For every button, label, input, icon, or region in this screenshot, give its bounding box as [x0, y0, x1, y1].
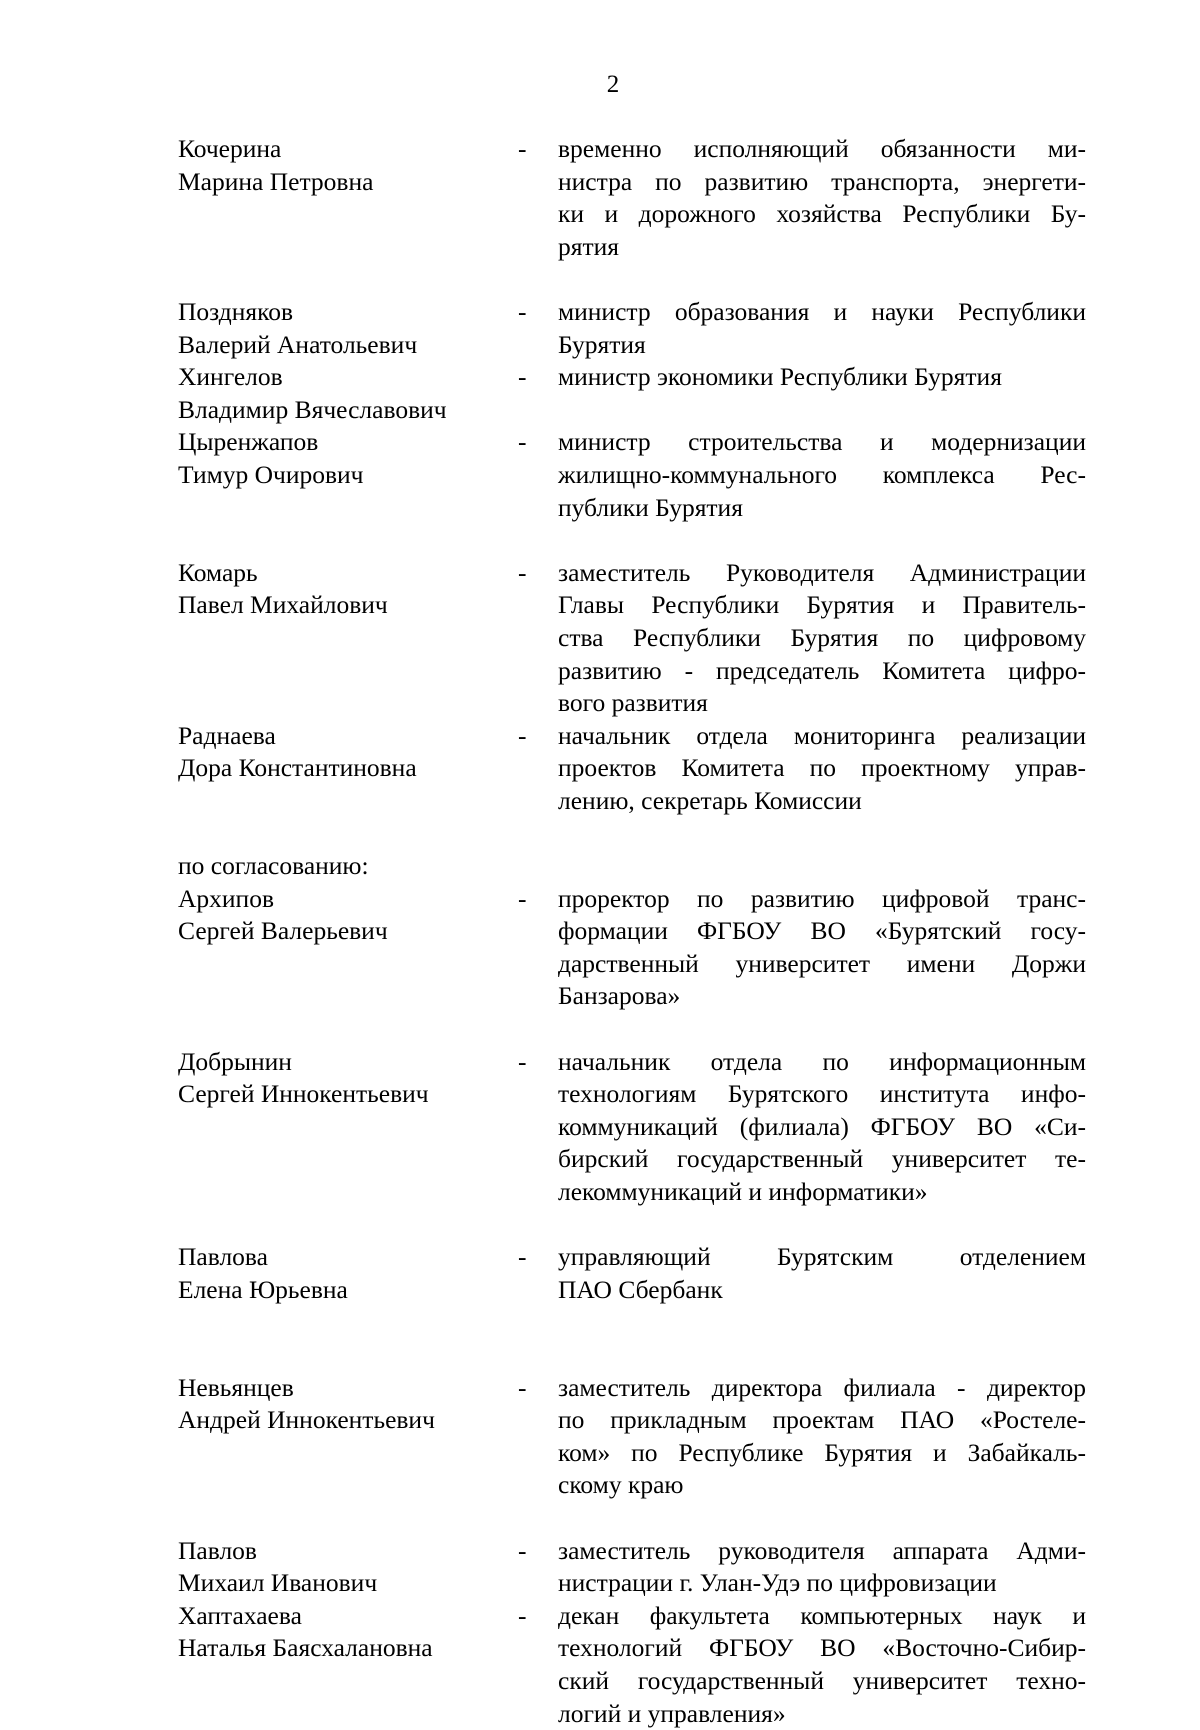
- member-entry: [178, 1535, 1086, 1600]
- member-entry: [178, 1600, 1086, 1730]
- member-role: [558, 1241, 1086, 1306]
- member-role: [558, 1535, 1086, 1600]
- member-role-line: проектов Комитета по проектному управ-: [558, 752, 1086, 785]
- member-role-line: проректор по развитию цифровой транс-: [558, 883, 1086, 916]
- member-role-line: временно исполняющий обязанности ми-: [558, 133, 1086, 166]
- member-surname: Невьянцев: [178, 1372, 518, 1405]
- member-role-line: публики Бурятия: [558, 492, 1086, 525]
- member-given-names: Владимир Вячеславович: [178, 394, 518, 427]
- member-entry: [178, 1372, 1086, 1502]
- member-role: [558, 720, 1086, 818]
- member-surname: Раднаева: [178, 720, 518, 753]
- member-role-line: коммуникаций (филиала) ФГБОУ ВО «Си-: [558, 1111, 1086, 1144]
- member-dash: -: [518, 720, 558, 818]
- page-number: 2: [0, 70, 1200, 100]
- entry-spacer: [178, 524, 1086, 557]
- member-dash: -: [518, 296, 558, 361]
- member-dash: -: [518, 1046, 558, 1209]
- member-surname: Хингелов: [178, 361, 518, 394]
- member-role-line: министр образования и науки Республики: [558, 296, 1086, 329]
- member-role-line: нистра по развитию транспорта, энергети-: [558, 166, 1086, 199]
- member-entry: [178, 883, 1086, 1013]
- member-role-line: нистрации г. Улан-Удэ по цифровизации: [558, 1567, 1086, 1600]
- member-role-line: рятия: [558, 231, 1086, 264]
- member-entry: [178, 1046, 1086, 1209]
- member-dash: -: [518, 883, 558, 1013]
- member-role-line: Главы Республики Бурятия и Правитель-: [558, 589, 1086, 622]
- member-entry: [178, 296, 1086, 361]
- member-surname: Кочерина: [178, 133, 518, 166]
- member-role: [558, 883, 1086, 1013]
- member-surname: Цыренжапов: [178, 426, 518, 459]
- member-role-line: технологий ФГБОУ ВО «Восточно-Сибир-: [558, 1632, 1086, 1665]
- member-name: [178, 557, 518, 720]
- member-role: [558, 426, 1086, 524]
- member-entry: [178, 426, 1086, 524]
- member-role-line: Бурятия: [558, 329, 1086, 362]
- member-role: [558, 557, 1086, 720]
- member-given-names: Андрей Иннокентьевич: [178, 1404, 518, 1437]
- member-name: [178, 883, 518, 1013]
- member-role-line: жилищно-коммунального комплекса Рес-: [558, 459, 1086, 492]
- member-given-names: Дора Константиновна: [178, 752, 518, 785]
- member-dash: -: [518, 1241, 558, 1306]
- member-surname: Добрынин: [178, 1046, 518, 1079]
- member-name: [178, 1535, 518, 1600]
- member-surname: Павлова: [178, 1241, 518, 1274]
- members-list: [178, 133, 1086, 850]
- member-dash: -: [518, 133, 558, 263]
- member-given-names: Наталья Баясхалановна: [178, 1632, 518, 1665]
- member-role-line: бирский государственный университет те-: [558, 1143, 1086, 1176]
- member-role-line: начальник отдела мониторинга реализации: [558, 720, 1086, 753]
- member-name: [178, 1046, 518, 1209]
- member-role-line: ком» по Республике Бурятия и Забайкаль-: [558, 1437, 1086, 1470]
- member-dash: -: [518, 426, 558, 524]
- member-entry: [178, 361, 1086, 426]
- entry-spacer: [178, 817, 1086, 850]
- member-role-line: ПАО Сбербанк: [558, 1274, 1086, 1307]
- member-role-line: заместитель директора филиала - директор: [558, 1372, 1086, 1405]
- member-role-line: начальник отдела по информационным: [558, 1046, 1086, 1079]
- member-name: [178, 296, 518, 361]
- member-given-names: Елена Юрьевна: [178, 1274, 518, 1307]
- member-surname: Комарь: [178, 557, 518, 590]
- member-dash: -: [518, 1535, 558, 1600]
- entry-spacer: [178, 1502, 1086, 1535]
- entry-spacer: [178, 1209, 1086, 1242]
- entry-spacer: [178, 1306, 1086, 1371]
- member-name: [178, 426, 518, 524]
- member-role-line: ства Республики Бурятия по цифровому: [558, 622, 1086, 655]
- member-role-line: лению, секретарь Комиссии: [558, 785, 1086, 818]
- member-role: [558, 1372, 1086, 1502]
- member-name: [178, 1241, 518, 1306]
- member-given-names: Сергей Иннокентьевич: [178, 1078, 518, 1111]
- member-dash: -: [518, 1600, 558, 1730]
- member-name: [178, 1372, 518, 1502]
- member-dash: -: [518, 1372, 558, 1502]
- member-role-line: Банзарова»: [558, 980, 1086, 1013]
- member-given-names: Тимур Очирович: [178, 459, 518, 492]
- member-role-line: ский государственный университет техно-: [558, 1665, 1086, 1698]
- section-label-agreement: по согласованию:: [178, 850, 1086, 883]
- member-role: [558, 1600, 1086, 1730]
- member-name: [178, 720, 518, 818]
- member-role-line: декан факультета компьютерных наук и: [558, 1600, 1086, 1633]
- member-role-line: формации ФГБОУ ВО «Бурятский госу-: [558, 915, 1086, 948]
- member-given-names: Валерий Анатольевич: [178, 329, 518, 362]
- member-name: [178, 133, 518, 263]
- agreed-members-list: [178, 883, 1086, 1730]
- member-dash: -: [518, 361, 558, 426]
- member-role-line: скому краю: [558, 1469, 1086, 1502]
- member-role: [558, 133, 1086, 263]
- member-given-names: Сергей Валерьевич: [178, 915, 518, 948]
- member-role-line: вого развития: [558, 687, 1086, 720]
- member-role-line: по прикладным проектам ПАО «Ростеле-: [558, 1404, 1086, 1437]
- member-role-line: министр строительства и модернизации: [558, 426, 1086, 459]
- member-role: [558, 1046, 1086, 1209]
- member-given-names: Павел Михайлович: [178, 589, 518, 622]
- member-role-line: лекоммуникаций и информатики»: [558, 1176, 1086, 1209]
- member-role-line: логий и управления»: [558, 1698, 1086, 1730]
- member-surname: Павлов: [178, 1535, 518, 1568]
- member-role: [558, 296, 1086, 361]
- member-entry: [178, 1241, 1086, 1306]
- entry-spacer: [178, 263, 1086, 296]
- member-given-names: Марина Петровна: [178, 166, 518, 199]
- member-name: [178, 1600, 518, 1730]
- member-role-line: министр экономики Республики Бурятия: [558, 361, 1086, 394]
- member-role-line: заместитель руководителя аппарата Адми-: [558, 1535, 1086, 1568]
- member-role-line: дарственный университет имени Доржи: [558, 948, 1086, 981]
- commission-member-list: [178, 133, 1086, 1730]
- member-entry: [178, 720, 1086, 818]
- entry-spacer: [178, 1013, 1086, 1046]
- member-dash: -: [518, 557, 558, 720]
- member-surname: Архипов: [178, 883, 518, 916]
- member-surname: Поздняков: [178, 296, 518, 329]
- member-role: [558, 361, 1086, 426]
- member-entry: [178, 133, 1086, 263]
- member-role-line: ки и дорожного хозяйства Республики Бу-: [558, 198, 1086, 231]
- member-given-names: Михаил Иванович: [178, 1567, 518, 1600]
- member-role-line: технологиям Бурятского института инфо-: [558, 1078, 1086, 1111]
- member-name: [178, 361, 518, 426]
- member-surname: Хаптахаева: [178, 1600, 518, 1633]
- member-role-line: управляющий Бурятским отделением: [558, 1241, 1086, 1274]
- member-role-line: заместитель Руководителя Администрации: [558, 557, 1086, 590]
- member-role-line: развитию - председатель Комитета цифро-: [558, 655, 1086, 688]
- member-entry: [178, 557, 1086, 720]
